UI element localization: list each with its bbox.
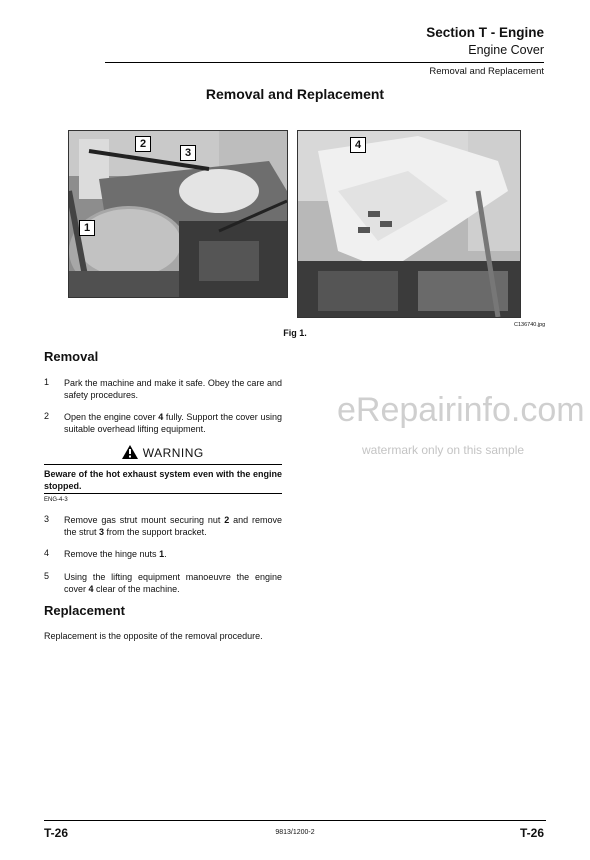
callout-1: 1	[79, 220, 95, 236]
callout-4: 4	[350, 137, 366, 153]
step-number: 2	[44, 411, 50, 421]
photo-right	[297, 130, 521, 318]
subsection-title: Engine Cover	[468, 43, 544, 57]
warning-title: WARNING	[142, 446, 204, 460]
step-number: 1	[44, 377, 50, 387]
section-title: Section T - Engine	[426, 25, 544, 40]
warning-code: ENG-4-3	[44, 497, 68, 503]
step-text: Remove gas strut mount securing nut 2 and remove the strut 3 from the support bracket.	[64, 515, 282, 537]
warning-triangle-icon	[122, 445, 138, 459]
warning-text: Beware of the hot exhaust system even with the engine stopped.	[44, 469, 282, 491]
figure-caption: Fig 1.	[283, 328, 307, 338]
header-rule	[105, 62, 544, 63]
watermark-main: eRepairinfo.com	[337, 391, 585, 429]
watermark-sub: watermark only on this sample	[362, 443, 525, 457]
page-title: Removal and Replacement	[205, 86, 385, 102]
footer-page-right: T-26	[519, 826, 544, 840]
warning-top-rule	[44, 464, 282, 465]
warning-bottom-rule	[44, 493, 282, 494]
figure-file-reference: C136740.jpg	[514, 322, 546, 328]
step-text: Open the engine cover 4 fully. Support the cover using suitable overhead lifting equipment.	[64, 412, 282, 434]
callout-3: 3	[180, 145, 196, 161]
replacement-text: Replacement is the opposite of the removal procedure.	[44, 631, 263, 641]
step-text: Remove the hinge nuts 1.	[64, 549, 167, 559]
engine-cover-photo-right	[298, 131, 520, 317]
topic-title: Removal and Replacement	[429, 66, 544, 77]
step-text: Using the lifting equipment manoeuvre the engine cover 4 clear of the machine.	[64, 572, 282, 594]
warning-header	[44, 444, 282, 462]
step-text: Park the machine and make it safe. Obey the care and safety procedures.	[64, 378, 282, 400]
step-number: 4	[44, 548, 50, 558]
footer-doc-number: 9813/1200-2	[275, 829, 315, 836]
removal-heading: Removal	[44, 349, 99, 364]
footer-rule	[44, 820, 546, 821]
engine-bay-photo-left	[69, 131, 287, 297]
footer-page-left: T-26	[44, 826, 69, 840]
replacement-heading: Replacement	[44, 603, 125, 618]
step-number: 3	[44, 514, 50, 524]
callout-2: 2	[135, 136, 151, 152]
photo-left	[68, 130, 288, 298]
step-number: 5	[44, 571, 50, 581]
